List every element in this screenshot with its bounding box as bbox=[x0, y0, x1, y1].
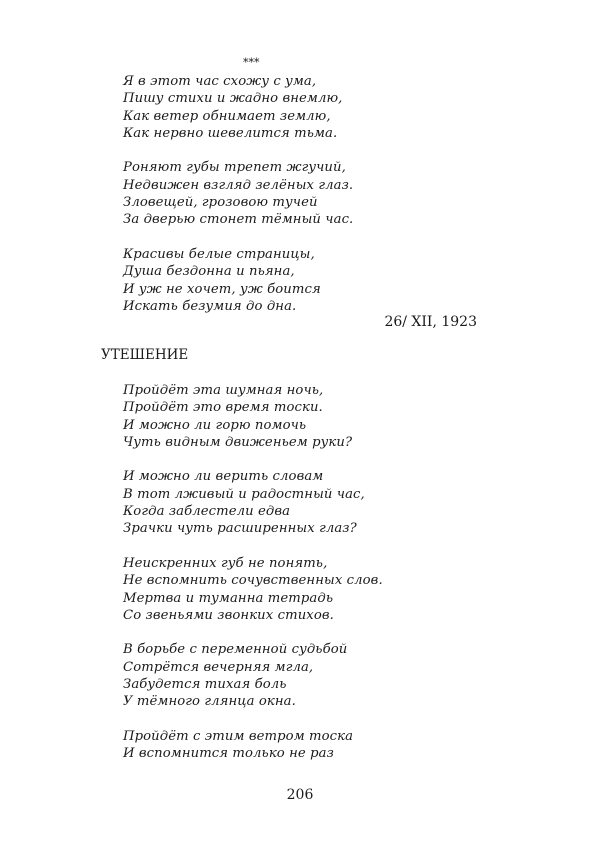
poem-line: Когда заблестели едва bbox=[123, 504, 291, 520]
poem-line: Пройдёт с этим ветром тоска bbox=[123, 728, 354, 744]
stanza bbox=[123, 641, 383, 710]
poem-line: И можно ли горю помочь bbox=[123, 417, 307, 433]
stanza bbox=[123, 159, 353, 228]
poem-line: И вспомнится только не раз bbox=[123, 746, 334, 762]
stanza bbox=[123, 555, 383, 624]
poem-line: И уж не хочет, уж боится bbox=[123, 281, 321, 297]
poem-line: В тот лживый и радостный час, bbox=[123, 486, 365, 502]
poem-line: Забудется тихая боль bbox=[123, 677, 287, 693]
poem-line: Душа бездонна и пьяна, bbox=[123, 264, 295, 280]
stanza bbox=[123, 382, 383, 451]
poem-line: Я в этот час схожу с ума, bbox=[123, 74, 317, 89]
poem-line: Мертва и туманна тетрадь bbox=[123, 590, 334, 606]
poem-line: Не вспомнить сочувственных слов. bbox=[123, 573, 383, 589]
poem-1-body bbox=[123, 73, 353, 332]
poem-line: И можно ли верить словам bbox=[123, 469, 324, 485]
stanza bbox=[123, 73, 353, 142]
poem-line: Роняют губы трепет жгучий, bbox=[123, 160, 346, 176]
poem-line: Недвижен взгляд зелёных глаз. bbox=[123, 177, 354, 193]
poem-line: Пройдёт эта шумная ночь, bbox=[123, 383, 324, 398]
poem-line: Сотрётся вечерняя мгла, bbox=[123, 659, 314, 675]
poem-line: Зловещей, грозовою тучей bbox=[123, 195, 318, 211]
poem-line: За дверью стонет тёмный час. bbox=[123, 212, 354, 228]
stanza bbox=[123, 728, 383, 763]
poem-2-body bbox=[123, 382, 383, 780]
poem-line: Как нервно шевелится тьма. bbox=[123, 125, 338, 141]
page-number: 206 bbox=[286, 787, 314, 803]
poem-1-date: 26/ XII, 1923 bbox=[384, 314, 477, 330]
stanza bbox=[123, 468, 383, 537]
poem-line: Пишу стихи и жадно внемлю, bbox=[123, 91, 343, 107]
poem-line: Красивы белые страницы, bbox=[123, 246, 315, 262]
stanza bbox=[123, 246, 353, 315]
poem-line: В борьбе с переменной судьбой bbox=[123, 642, 348, 658]
poem-line: Неискренних губ не понять, bbox=[123, 555, 328, 571]
poem-line: Со звеньями звонких стихов. bbox=[123, 607, 334, 623]
poem-2-title: УТЕШЕНИЕ bbox=[101, 347, 189, 363]
poem-line: У тёмного глянца окна. bbox=[123, 694, 296, 710]
poem-line: Зрачки чуть расширенных глаз? bbox=[123, 521, 357, 537]
section-separator: *** bbox=[243, 56, 260, 69]
poem-line: Как ветер обнимает землю, bbox=[123, 108, 331, 124]
poem-line: Чуть видным движеньем руки? bbox=[123, 434, 353, 450]
poem-line: Искать безумия до дна. bbox=[123, 298, 297, 314]
poem-line: Пройдёт это время тоски. bbox=[123, 400, 323, 416]
